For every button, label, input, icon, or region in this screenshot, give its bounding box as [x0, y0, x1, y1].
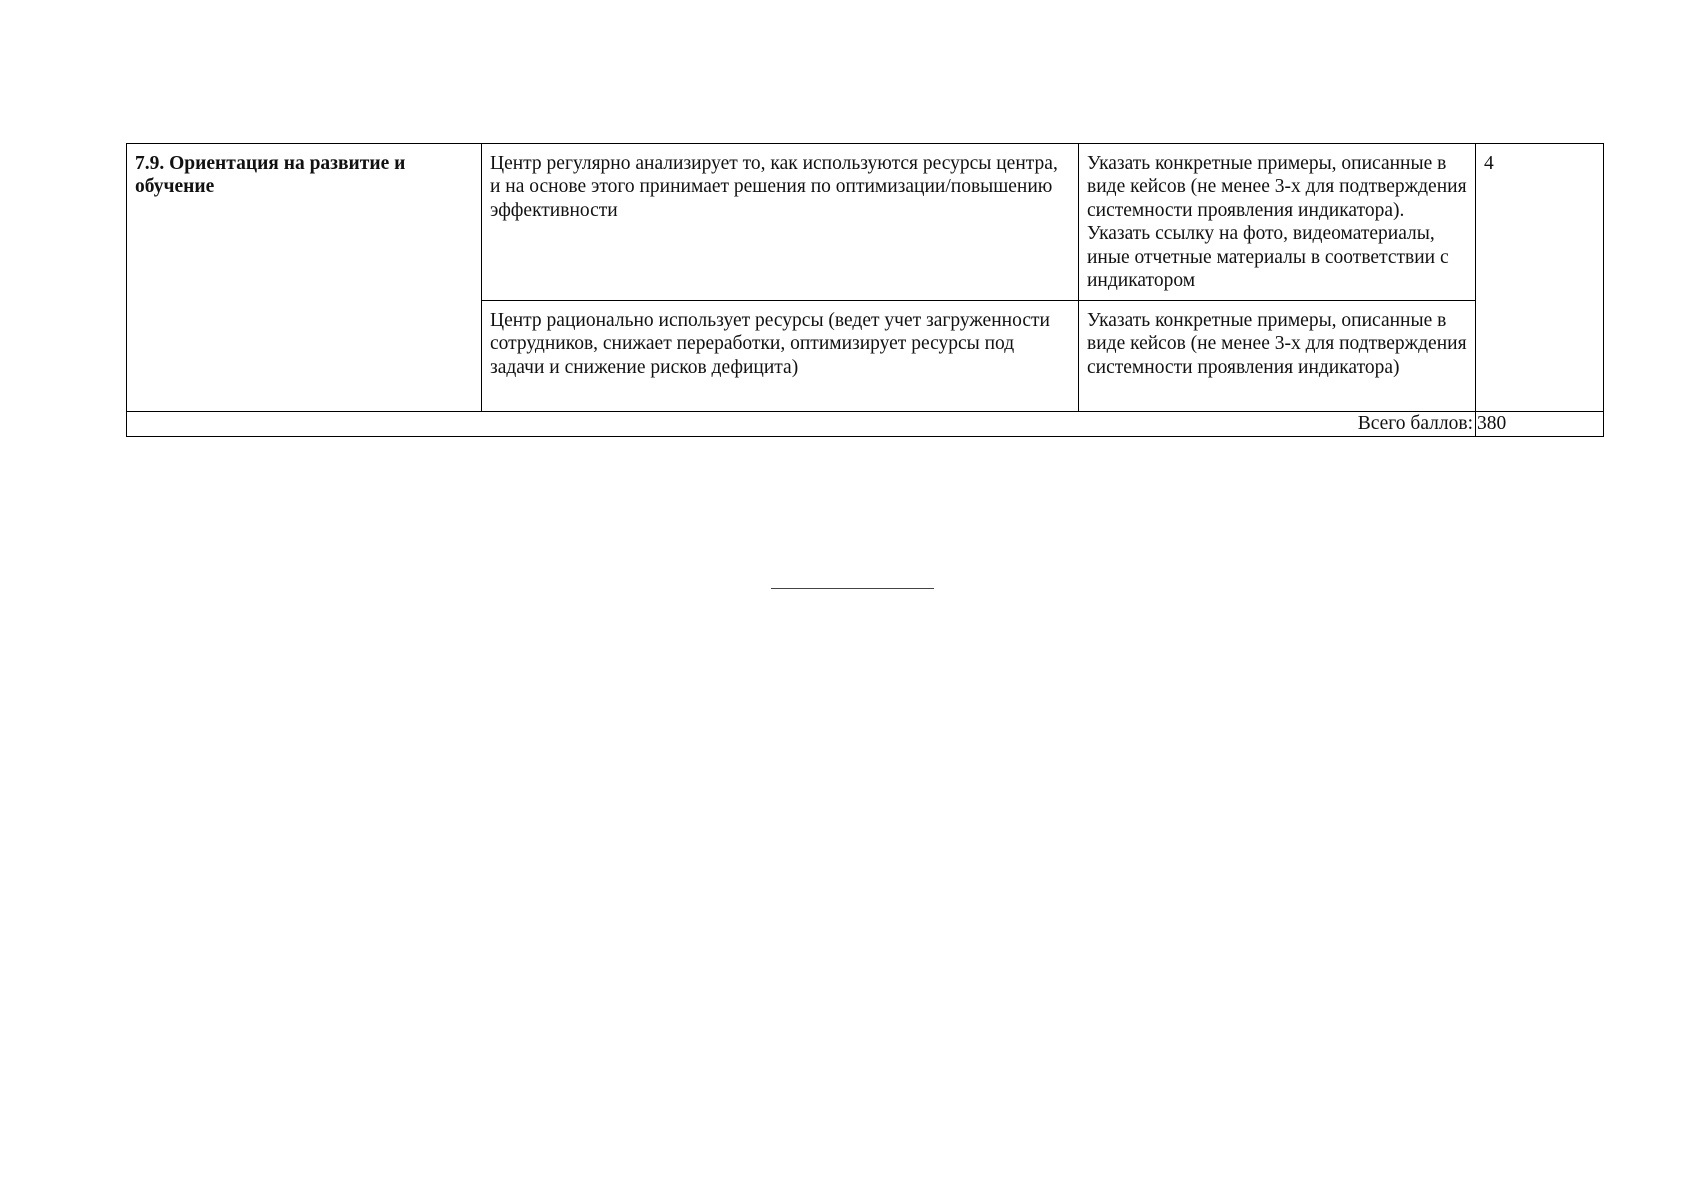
- evaluation-table: [126, 143, 1604, 437]
- indicator-cell: Центр рационально использует ресурсы (ведет учет загруженности сотрудников, снижает переработки, оптимизирует ресурсы под задачи и снижение рисков дефицита): [482, 301, 1079, 412]
- table-row: [127, 144, 1604, 301]
- total-value: 380: [1476, 412, 1604, 437]
- score-cell: 4: [1476, 144, 1604, 412]
- indicator-cell: Центр регулярно анализирует то, как используются ресурсы центра, и на основе этого принимает решения по оптимизации/повышению эффективности: [482, 144, 1079, 301]
- footnote-divider: [771, 588, 934, 589]
- total-row: [127, 412, 1604, 437]
- criterion-cell: 7.9. Ориентация на развитие и обучение: [127, 144, 482, 412]
- evidence-cell: Указать конкретные примеры, описанные в виде кейсов (не менее 3-х для подтверждения системности проявления индикатора). Указать ссылку на фото, видеоматериалы, иные отчетные материалы в соответствии с индикатором: [1079, 144, 1476, 301]
- evidence-cell: Указать конкретные примеры, описанные в виде кейсов (не менее 3-х для подтверждения системности проявления индикатора): [1079, 301, 1476, 412]
- total-label: Всего баллов:: [127, 412, 1476, 437]
